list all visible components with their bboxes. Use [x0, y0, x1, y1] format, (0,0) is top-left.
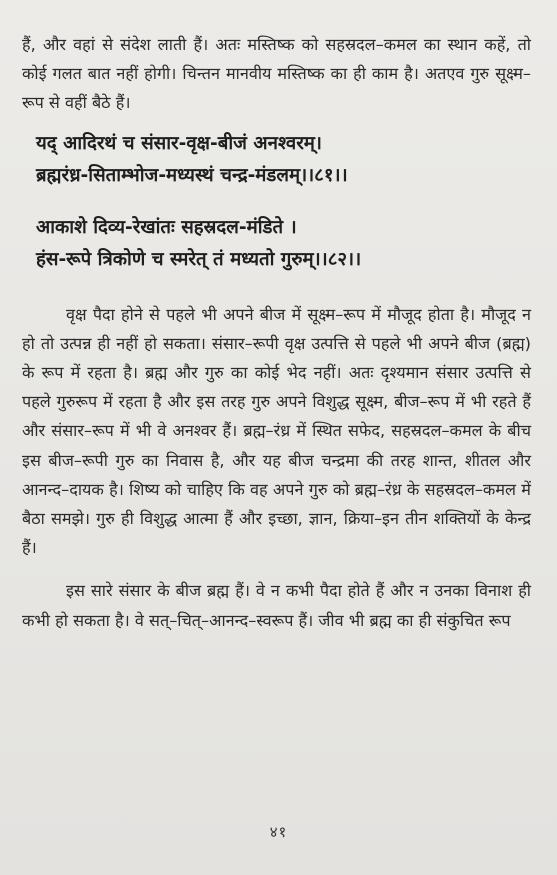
- verse-81-line-2: ब्रह्मरंध्र-सिताम्भोज-मध्यस्थं चन्द्र-मंडलम्।।८१।।: [36, 164, 348, 186]
- paragraph-brahma: इस सारे संसार के बीज ब्रह्म हैं। वे न कभी पैदा होते हैं और न उनका विनाश ही कभी हो सकता है। वे सत्–चित्–आनन्द–स्वरूप हैं। जीव भी ब्रह्म का ही संकुचित रूप: [22, 581, 531, 630]
- verse-82: [22, 212, 531, 276]
- page-number: ४१: [269, 823, 288, 841]
- paragraph-commentary: वृक्ष पैदा होने से पहले भी अपने बीज में सूक्ष्म–रूप में मौजूद होता है। मौजूद न हो तो उत्पन्न ही नहीं हो सकता। संसार–रूपी वृक्ष उत्पत्ति से पहले भी अपने बीज (ब्रह्म) के रूप में रहता है। ब्रह्म और गुरु का कोई भेद नहीं। अतः दृश्यमान संसार उत्पत्ति से पहले गुरुरूप में रहता है और इस तरह गुरु अपने विशुद्ध सूक्ष्म, बीज–रूप में भी रहते हैं और संसार–रूप में भी वे अनश्वर हैं। ब्रह्म–रंध्र में स्थित सफेद, सहस्रदल–कमल के बीच इस बीज–रूपी गुरु का निवास है, और यह बीज चन्द्रमा की तरह शान्त, शीतल और आनन्द–दायक है। शिष्य को चाहिए कि वह अपने गुरु को ब्रह्म–रंध्र के सहस्रदल–कमल में बैठा समझे। गुरु ही विशुद्ध आत्मा हैं और इच्छा, ज्ञान, क्रिया–इन तीन शक्तियों के केन्द्र हैं।: [22, 304, 531, 558]
- verse-82-line-2: हंस-रूपे त्रिकोणे च स्मरेत् तं मध्यतो गुरुम्।।८२।।: [36, 248, 362, 270]
- verse-82-line-1: आकाशे दिव्य-रेखांतः सहस्रदल-मंडिते ।: [36, 216, 297, 238]
- paragraph-opening: हैं, और वहां से संदेश लाती हैं। अतः मस्तिष्क को सहस्रदल–कमल का स्थान कहें, तो कोई गलत बात नहीं होगी। चिन्तन मानवीय मस्तिष्क का ही काम है। अतएव गुरु सूक्ष्म–रूप से वहीं बैठे हैं।: [22, 35, 531, 113]
- verse-81-line-1: यद् आदिरथं च संसार-वृक्ष-बीजं अनश्वरम्।: [36, 132, 322, 154]
- verse-81: [22, 128, 531, 192]
